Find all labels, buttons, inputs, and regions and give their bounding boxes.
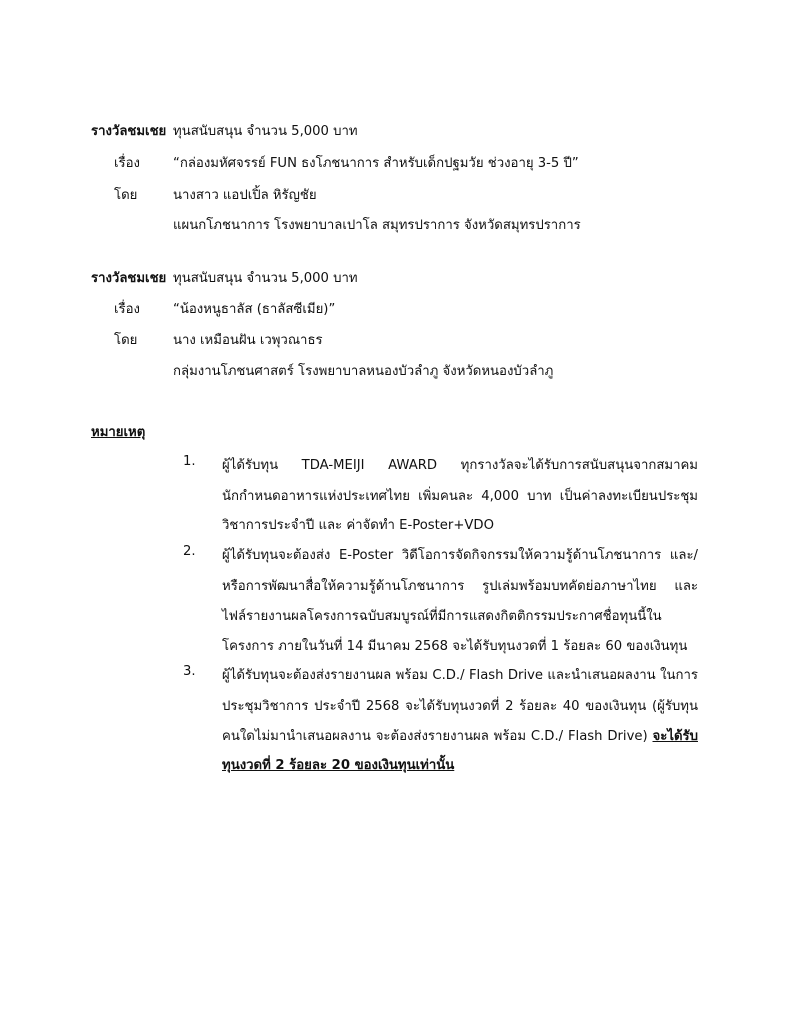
note-number: 1. [183,454,196,469]
author-name: นาง เหมือนฝัน เวพุวณาธร [173,333,323,348]
note-number: 2. [183,544,196,559]
note-line-text: คนใดไม่มานำเสนอผลงาน จะต้องส่งรายงานผล พร้อม C.D./ Flash Drive) [222,729,648,744]
note-emphasis-line: ทุนงวดที่ 2 ร้อยละ 20 ของเงินทุนเท่านั้น [222,758,455,773]
note-line: ผู้ได้รับทุนจะต้องส่งรายงานผล พร้อม C.D./ Flash Drive และนำเสนอผลงาน ในการ [222,668,698,683]
note-emphasis-inline: จะได้รับ [652,729,698,744]
note-line: ไฟล์รายงานผลโครงการฉบับสมบูรณ์ที่มีการแสดงกิตติกรรมประกาศชื่อทุนนี้ใน [222,609,662,624]
note-number: 3. [183,664,196,679]
by-label: โดย [114,188,138,203]
note-line: วิชาการประจำปี และ ค่าจัดทำ E-Poster+VDO [222,518,494,533]
note-line: ผู้ได้รับทุนจะต้องส่ง E-Poster วิดีโอการจัดกิจกรรมให้ความรู้ด้านโภชนาการ และ/ [222,548,698,563]
notes-heading: หมายเหตุ [91,425,146,440]
award-label: รางวัลชมเชย [91,271,167,286]
topic-label: เรื่อง [114,302,140,317]
author-affiliation: แผนกโภชนาการ โรงพยาบาลเปาโล สมุทรปราการ จังหวัดสมุทรปราการ [173,218,581,233]
award-label: รางวัลชมเชย [91,124,167,139]
note-line: ประชุมวิชาการ ประจำปี 2568 จะได้รับทุนงวดที่ 2 ร้อยละ 40 ของเงินทุน (ผู้รับทุน [222,699,698,714]
author-name: นางสาว แอปเปิ้ล หิรัญชัย [173,188,317,203]
note-line [222,754,698,775]
author-affiliation: กลุ่มงานโภชนศาสตร์ โรงพยาบาลหนองบัวลำภู จังหวัดหนองบัวลำภู [173,364,554,379]
topic-title: “น้องหนูธาลัส (ธาลัสซีเมีย)” [173,302,336,317]
note-line: นักกำหนดอาหารแห่งประเทศไทย เพิ่มคนละ 4,000 บาท เป็นค่าลงทะเบียนประชุม [222,489,698,504]
note-line [222,725,698,746]
note-line: โครงการ ภายในวันที่ 14 มีนาคม 2568 จะได้รับทุนงวดที่ 1 ร้อยละ 60 ของเงินทุน [222,639,688,654]
award-amount: ทุนสนับสนุน จำนวน 5,000 บาท [173,124,358,139]
topic-label: เรื่อง [114,156,140,171]
by-label: โดย [114,333,138,348]
award-amount: ทุนสนับสนุน จำนวน 5,000 บาท [173,271,358,286]
topic-title: “กล่องมหัศจรรย์ FUN ธงโภชนาการ สำหรับเด็กปฐมวัย ช่วงอายุ 3-5 ปี” [173,156,579,171]
note-line: หรือการพัฒนาสื่อให้ความรู้ด้านโภชนาการ รูปเล่มพร้อมบทคัดย่อภาษาไทย และ [222,579,698,594]
note-line: ผู้ได้รับทุน TDA-MEIJI AWARD ทุกรางวัลจะได้รับการสนับสนุนจากสมาคม [222,458,698,473]
